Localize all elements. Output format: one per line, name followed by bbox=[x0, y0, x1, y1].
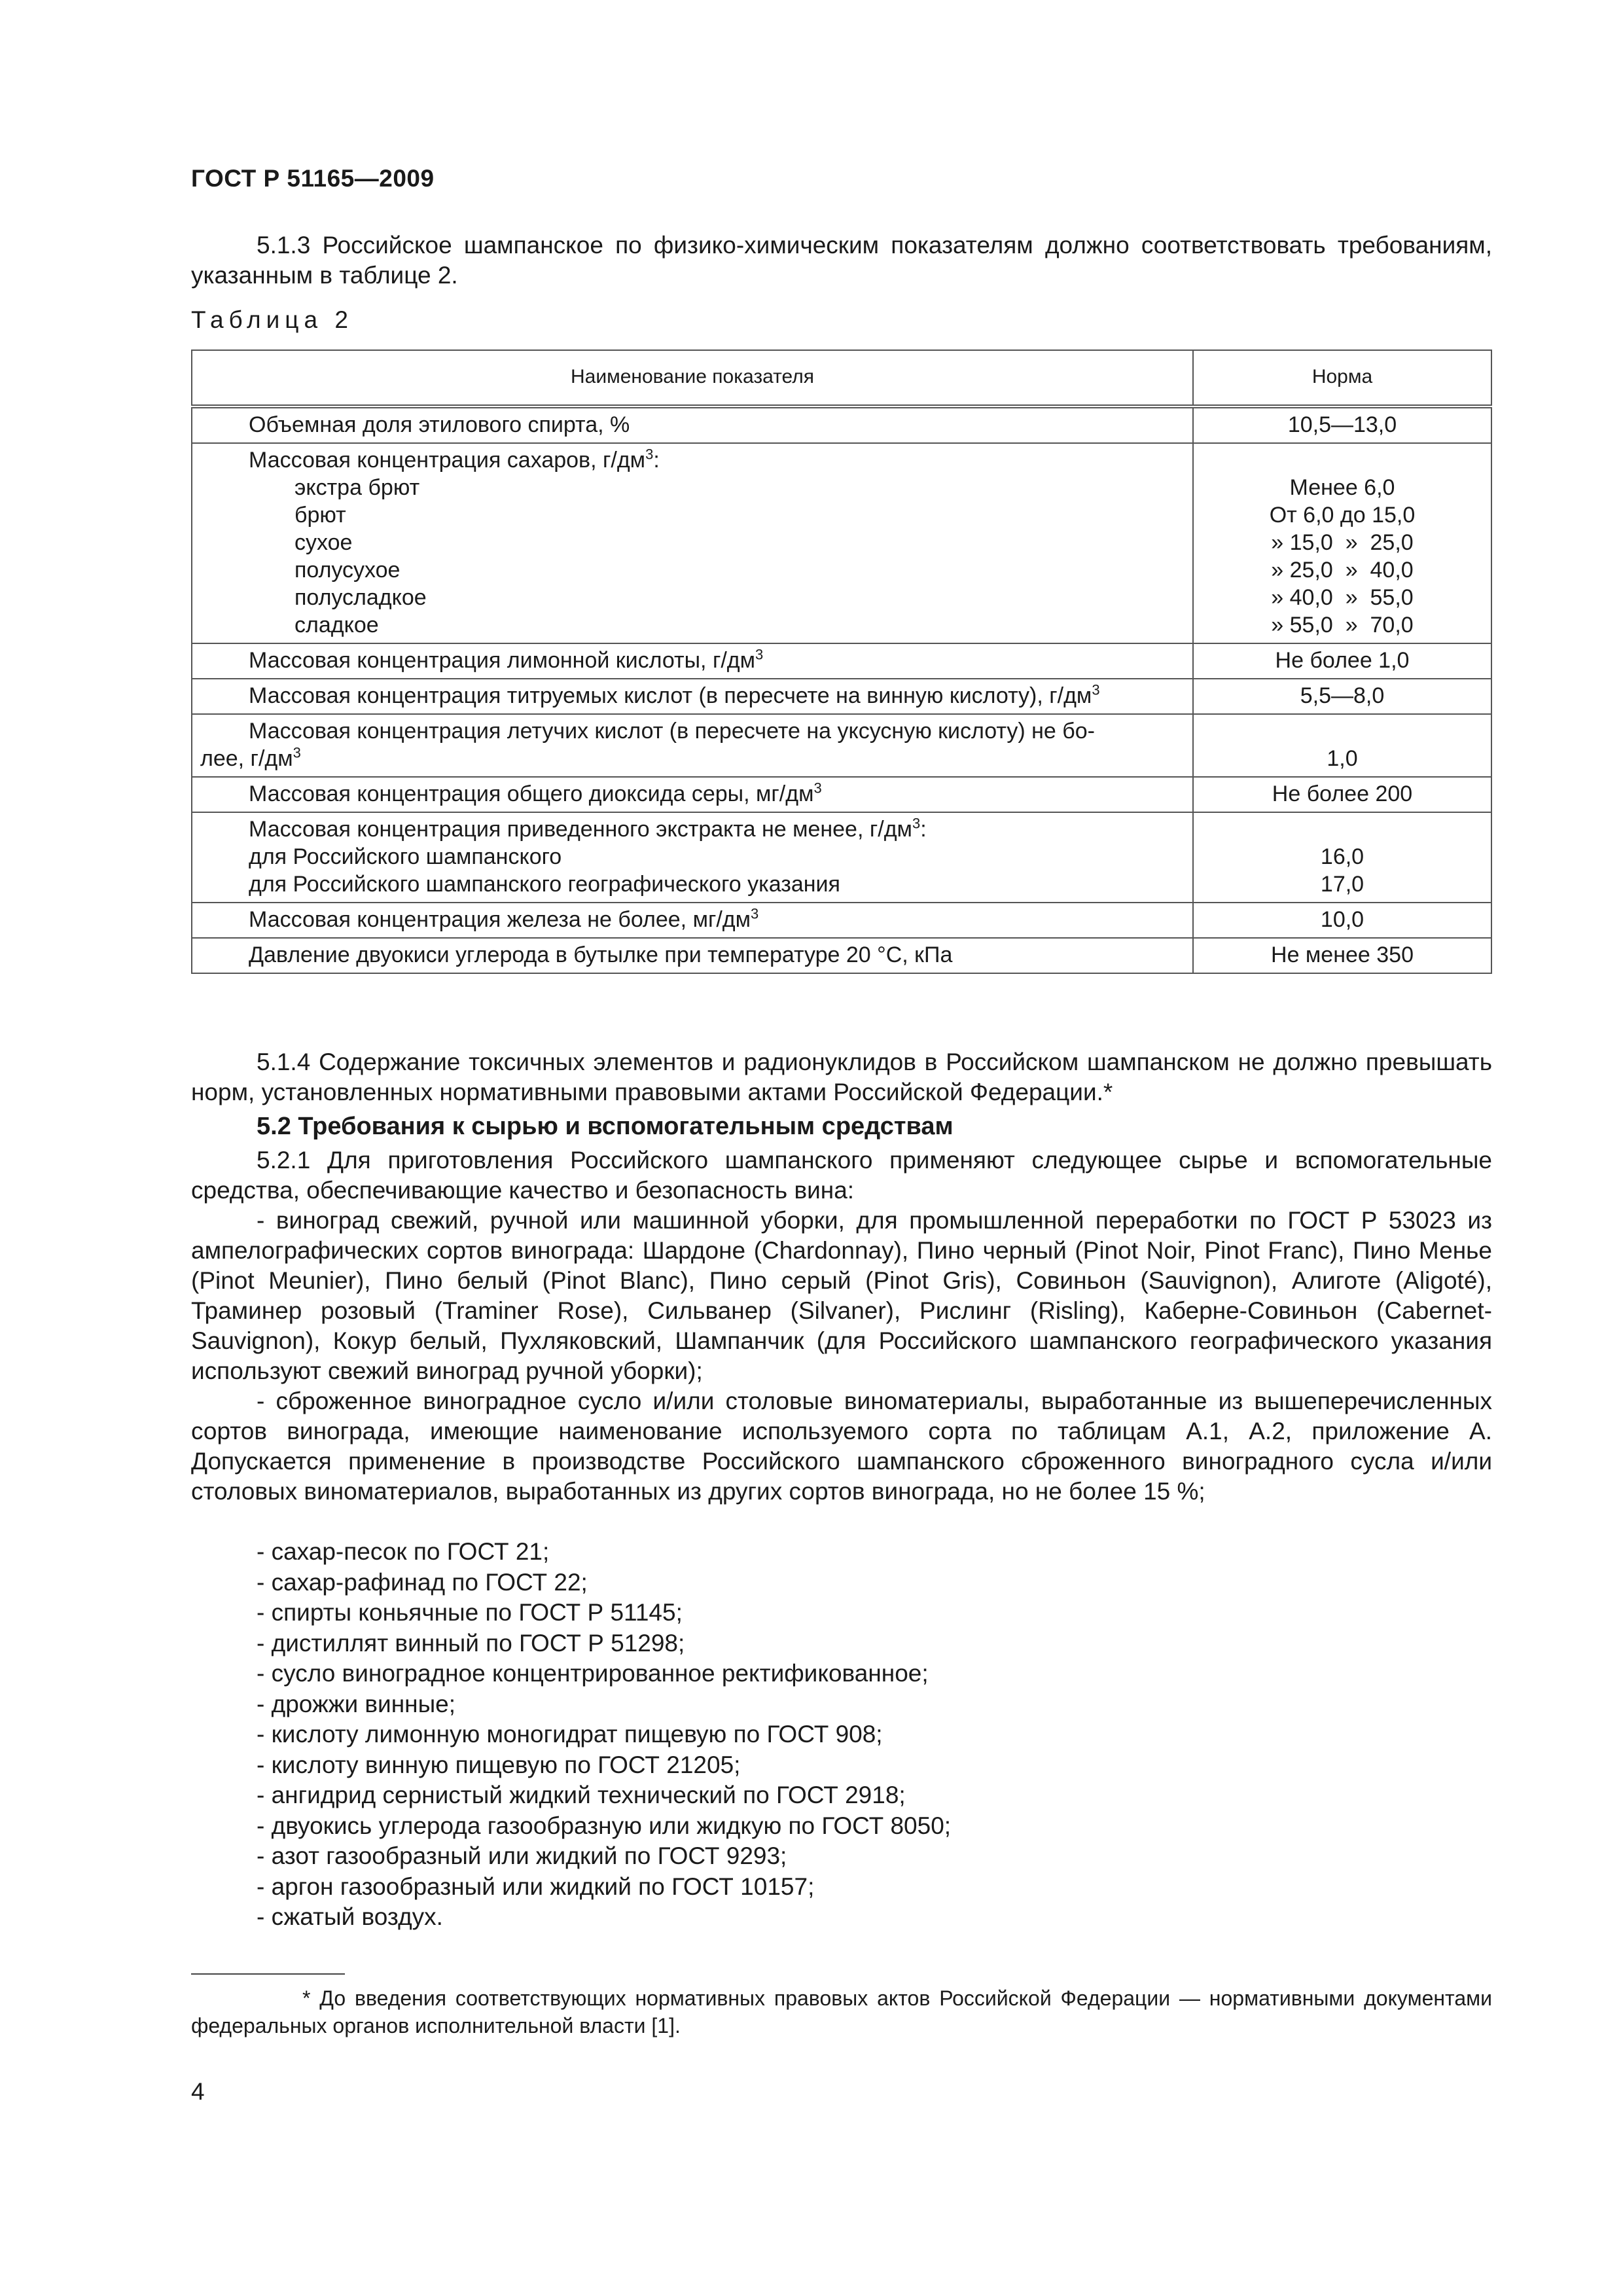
sugars-colon: : bbox=[653, 448, 660, 473]
unit-superscript: 3 bbox=[645, 446, 654, 463]
row-label: Массовая концентрация лимонной кислоты, г/дм bbox=[249, 648, 756, 673]
sugar-type: брют bbox=[294, 503, 346, 528]
unit-superscript: 3 bbox=[751, 905, 759, 922]
unit-superscript: 3 bbox=[813, 780, 822, 797]
row-norm: 1,0 bbox=[1193, 714, 1491, 777]
column-header-name: Наименование показателя bbox=[192, 350, 1193, 406]
paragraph-5-1-3: 5.1.3 Российское шампанское по физико-химическим показателям должно соответствовать требованиям, указанным в таблице 2. bbox=[191, 232, 1492, 289]
row-norm: 10,0 bbox=[1193, 903, 1491, 938]
materials-list bbox=[257, 1537, 951, 1933]
row-label: Массовая концентрация железа не более, мг/дм bbox=[249, 907, 751, 932]
sugar-type: сухое bbox=[294, 530, 353, 555]
row-name bbox=[192, 812, 1193, 903]
row-name bbox=[192, 777, 1193, 812]
table-header-row bbox=[192, 350, 1491, 406]
document-header: ГОСТ Р 51165—2009 bbox=[191, 165, 435, 192]
list-item: - кислоту винную пищевую по ГОСТ 21205; bbox=[257, 1750, 951, 1781]
unit-superscript: 3 bbox=[755, 646, 764, 663]
paragraph-5-2-1: 5.2.1 Для приготовления Российского шампанского применяют следующее сырье и вспомогательные средства, обеспечивающие качество и безопасность вина: bbox=[191, 1147, 1492, 1204]
row-norm bbox=[1193, 812, 1491, 903]
row-norm: Не более 200 bbox=[1193, 777, 1491, 812]
table-row bbox=[192, 938, 1491, 973]
row-norm: Не более 1,0 bbox=[1193, 643, 1491, 679]
list-item: - сусло виноградное концентрированное ректификованное; bbox=[257, 1659, 951, 1689]
row-norm: Не менее 350 bbox=[1193, 938, 1491, 973]
row-name: Давление двуокиси углерода в бутылке при температуре 20 °С, кПа bbox=[192, 938, 1193, 973]
table-row bbox=[192, 903, 1491, 938]
row-name bbox=[192, 643, 1193, 679]
section-heading-5-2: 5.2 Требования к сырью и вспомогательным средствам bbox=[257, 1113, 954, 1140]
row-label: Массовая концентрация приведенного экстракта не менее, г/дм bbox=[249, 817, 912, 842]
sugar-norm: » 15,0 » 25,0 bbox=[1271, 530, 1414, 555]
list-item: - спирты коньячные по ГОСТ Р 51145; bbox=[257, 1598, 951, 1628]
paragraph-must: - сброженное виноградное сусло и/или столовые виноматериалы, выработанные из вышеперечисленных сортов винограда, имеющие наименование используемого сорта по таблицам А.1, А.2, приложение А. Допускается применение в производстве Российского шампанского сброженного виноградного сусла и/или столовых виноматериалов, выработанных из других сортов винограда, но не более 15 %; bbox=[191, 1388, 1492, 1505]
table-row bbox=[192, 406, 1491, 443]
table-row bbox=[192, 777, 1491, 812]
row-norm: 5,5—8,0 bbox=[1193, 679, 1491, 714]
row-norm-sugars bbox=[1193, 443, 1491, 643]
list-item: - сахар-песок по ГОСТ 21; bbox=[257, 1537, 951, 1568]
table-row bbox=[192, 679, 1491, 714]
column-header-norm: Норма bbox=[1193, 350, 1491, 406]
row-name bbox=[192, 714, 1193, 777]
row-name-sugars bbox=[192, 443, 1193, 643]
sugar-norm: » 25,0 » 40,0 bbox=[1271, 558, 1414, 583]
extract-subitem: для Российского шампанского bbox=[249, 844, 562, 869]
row-label: Массовая концентрация титруемых кислот (в пересчете на винную кислоту), г/дм bbox=[249, 683, 1092, 708]
row-label: Массовая концентрация общего диоксида серы, мг/дм bbox=[249, 781, 814, 806]
table-caption: Таблица 2 bbox=[191, 306, 353, 333]
extract-norm: 16,0 bbox=[1320, 844, 1364, 869]
row-name bbox=[192, 679, 1193, 714]
list-item: - дрожжи винные; bbox=[257, 1689, 951, 1720]
table-row bbox=[192, 812, 1491, 903]
row-name: Объемная доля этилового спирта, % bbox=[192, 406, 1193, 443]
unit-superscript: 3 bbox=[912, 815, 921, 832]
unit-superscript: 3 bbox=[1092, 681, 1100, 698]
sugar-norm: » 55,0 » 70,0 bbox=[1271, 613, 1414, 637]
row-norm: 10,5—13,0 bbox=[1193, 406, 1491, 443]
sugar-type: полусухое bbox=[294, 558, 401, 583]
row-name bbox=[192, 903, 1193, 938]
footnote-separator bbox=[191, 1973, 345, 1975]
table-row bbox=[192, 443, 1491, 643]
row-label: Массовая концентрация летучих кислот (в пересчете на уксусную кислоту) не бо- bbox=[249, 719, 1095, 744]
sugar-norm: Менее 6,0 bbox=[1289, 475, 1395, 500]
row-colon: : bbox=[920, 817, 927, 842]
list-item: - дистиллят винный по ГОСТ Р 51298; bbox=[257, 1628, 951, 1659]
extract-subitem: для Российского шампанского географического указания bbox=[249, 872, 840, 897]
list-item: - азот газообразный или жидкий по ГОСТ 9293; bbox=[257, 1841, 951, 1872]
list-item: - аргон газообразный или жидкий по ГОСТ 10157; bbox=[257, 1872, 951, 1903]
sugar-norm: » 40,0 » 55,0 bbox=[1271, 585, 1414, 610]
table-row bbox=[192, 714, 1491, 777]
sugar-norm: От 6,0 до 15,0 bbox=[1269, 503, 1416, 528]
extract-norm: 17,0 bbox=[1320, 872, 1364, 897]
sugar-type: полусладкое bbox=[294, 585, 427, 610]
list-item: - сжатый воздух. bbox=[257, 1902, 951, 1933]
sugar-type: сладкое bbox=[294, 613, 379, 637]
list-item: - двуокись углерода газообразную или жидкую по ГОСТ 8050; bbox=[257, 1811, 951, 1842]
unit-superscript: 3 bbox=[293, 744, 301, 761]
sugars-label: Массовая концентрация сахаров, г/дм bbox=[249, 448, 646, 473]
norms-table bbox=[191, 350, 1492, 974]
sugar-type: экстра брют bbox=[294, 475, 420, 500]
list-item: - ангидрид сернистый жидкий технический по ГОСТ 2918; bbox=[257, 1780, 951, 1811]
paragraph-grapes: - виноград свежий, ручной или машинной уборки, для промышленной переработки по ГОСТ Р 53023 из ампелографических сортов винограда: Шардоне (Chardonnay), Пино черный (Pinot Noir, Pinot Franc), Пино Менье (Pinot Meunier), Пино белый (Pinot Blanc), Пино серый (Pinot Gris), Совиньон (Sauvignon), Алиготе (Aligoté), Траминер розовый (Traminer Rose), Сильванер (Silvaner), Рислинг (Risling), Каберне-Совиньон (Cabernet-Sauvignon), Кокур белый, Пухляковский, Шампанчик (для Российского шампанского географического указания используют свежий виноград ручной уборки); bbox=[191, 1207, 1492, 1384]
paragraph-5-1-4: 5.1.4 Содержание токсичных элементов и радионуклидов в Российском шампанском не должно превышать норм, установленных нормативными правовыми актами Российской Федерации.* bbox=[191, 1049, 1492, 1105]
list-item: - сахар-рафинад по ГОСТ 22; bbox=[257, 1568, 951, 1598]
row-label-cont: лее, г/дм bbox=[200, 746, 293, 771]
footnote: * До введения соответствующих нормативных правовых актов Российской Федерации — нормативными документами федеральных органов исполнительной власти [1]. bbox=[191, 1986, 1492, 2037]
table-row bbox=[192, 643, 1491, 679]
list-item: - кислоту лимонную моногидрат пищевую по ГОСТ 908; bbox=[257, 1719, 951, 1750]
page-number: 4 bbox=[191, 2078, 205, 2105]
